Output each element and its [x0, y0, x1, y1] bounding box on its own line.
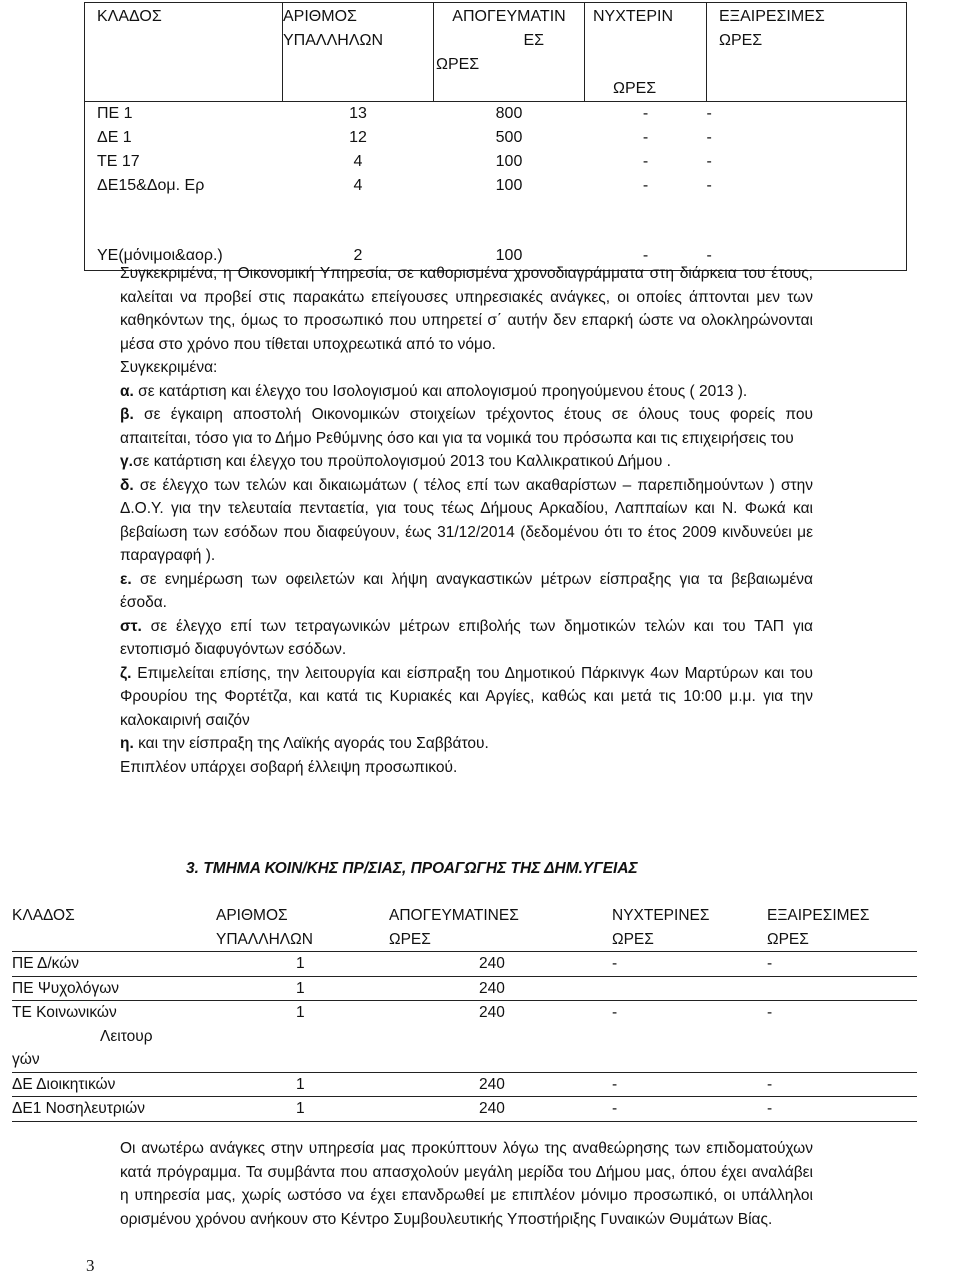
header-branch: ΚΛΑΔΟΣ	[85, 3, 283, 102]
shortage-note: Επιπλέον υπάρχει σοβαρή έλλειψη προσωπικού.	[120, 758, 458, 776]
specifically-label: Συγκεκριμένα:	[120, 359, 218, 376]
list-item: στ. σε έλεγχο επί των τετραγωνικών μέτρων επιβολής των δημοτικών τελών και του ΤΑΠ για εντοπισμό διαφυγόντων εσόδων.	[120, 617, 813, 658]
header-night-hours: ΝΥΧΤΕΡΙΝΕΣ ΩΡΕΣ	[612, 904, 767, 952]
table-row: ΠΕ Δ/κών 1 240 - -	[12, 952, 917, 977]
table-row: ΤΕ Κοινωνικών Λειτουρ γών 1 240 - -	[12, 1001, 917, 1073]
header-night-hours: ΝΥΧΤΕΡΙΝ ΩΡΕΣ	[585, 3, 707, 102]
table-row: ΠΕ 1 13 800 - -	[97, 105, 712, 122]
staff-hours-table-finance	[84, 2, 907, 271]
list-item: β. σε έγκαιρη αποστολή Οικονομικών στοιχείων τρέχοντος έτους σε όλους τους φορείς που απαιτείται, τόσο για το Δήμο Ρεθύμνης όσο και για τα νομικά του πρόσωπα και τις επιχειρήσεις του	[120, 406, 813, 447]
table-header-row	[12, 904, 917, 952]
header-employees: ΑΡΙΘΜΟΣ ΥΠΑΛΛΗΛΩΝ	[283, 3, 434, 102]
table-row: ΠΕ Ψυχολόγων 1 240	[12, 976, 917, 1001]
intro-paragraph: Συγκεκριμένα, η Οικονομική Υπηρεσία, σε καθορισμένα χρονοδιαγράμματα στη διάρκεια του έτους, καλείται να προβεί στις παρακάτω επείγουσες υπηρεσιακές ανάγκες, οι οποίες άπτονται μεν των καθηκόντων της, όμως το προσωπικό που υπηρετεί σ΄ αυτήν δεν επαρκή ώστε να ολοκληρώνονται μέσα στο χρόνο που τίθεται υποχρεωτικά από το νόμο.	[120, 265, 813, 353]
list-item: δ. σε έλεγχο των τελών και δικαιωμάτων ( τέλος επί των ακαθαρίστων – παρεπιδημούντων ) στην Δ.Ο.Υ. για την τελευταία πενταετία, για τους τέως Δήμους Αρκαδίου, Λαππαίων και Ν. Φωκά και βεβαίωση των εσόδων που διαφεύγουν, έως 31/12/2014 (δεδομένου ότι το έτος 2009 κινδυνεύει με παραγραφή ).	[120, 476, 813, 564]
list-item: ε. σε ενημέρωση των οφειλετών και λήψη αναγκαστικών μέτρων είσπραξης για τα βεβαιωμένα έσοδα.	[120, 570, 813, 611]
table-header-row	[85, 3, 907, 102]
table-row: ΔΕ1 Νοσηλευτριών 1 240 - -	[12, 1097, 917, 1122]
table-row: ΥΕ(μόνιμοι&αορ.) 2 100 - -	[97, 246, 712, 264]
list-item: η. και την είσπραξη της Λαϊκής αγοράς του Σαββάτου.	[120, 735, 489, 752]
list-item: α. σε κατάρτιση και έλεγχο του Ισολογισμού και απολογισμού προηγούμενου έτους ( 2013 ).	[120, 382, 748, 400]
header-afternoon-hours: ΑΠΟΓΕΥΜΑΤΙΝ ΕΣ ΩΡΕΣ	[434, 3, 585, 102]
closing-paragraph: Οι ανωτέρω ανάγκες στην υπηρεσία μας προκύπτουν λόγω της αναθεώρησης των επιδοματούχων κατά πρόγραμμα. Τα συμβάντα που απασχολούν μεγάλη μερίδα του Δήμου μας, όπου έχει αναλάβει η υπηρεσία μας, χωρίς ωστόσο να έχει επανδρωθεί με επιπλέον μόνιμο προσωπικό, οι υπάλληλοι ορισμένου χρόνου ανήκουν στο Κέντρο Συμβουλευτικής Υποστήριξης Γυναικών Θυμάτων Βίας.	[120, 1140, 813, 1228]
table-row: ΔΕ15&Δομ. Ερ 4 100 - -	[97, 177, 712, 194]
list-item: ζ. Επιμελείται επίσης, την λειτουργία και είσπραξη του Δημοτικού Πάρκινγκ 4ων Μαρτύρων και του Φρουρίου της Φορτέτζα, και κατά τις Κυριακές και Αργίες, καθώς και μετά τις 10:00 μ.μ. για την καλοκαιρινή σαιζόν	[120, 664, 813, 729]
table-row: ΔΕ 1 12 500 - -	[97, 129, 712, 146]
header-employees: ΑΡΙΘΜΟΣ ΥΠΑΛΛΗΛΩΝ	[216, 904, 389, 952]
section-title: 3. ΤΜΗΜΑ ΚΟΙΝ/ΚΗΣ ΠΡ/ΣΙΑΣ, ΠΡΟΑΓΩΓΗΣ ΤΗΣ ΔΗΜ.ΥΓΕΙΑΣ	[186, 860, 638, 877]
header-afternoon-hours: ΑΠΟΓΕΥΜΑΤΙΝΕΣ ΩΡΕΣ	[389, 904, 612, 952]
finance-needs-text	[120, 262, 813, 779]
table-row: ΔΕ Διοικητικών 1 240 - -	[12, 1072, 917, 1097]
list-item: γ.σε κατάρτιση και έλεγχο του προϋπολογισμού 2013 του Καλλικρατικού Δήμου .	[120, 453, 671, 470]
header-holiday-hours: ΕΞΑΙΡΕΣΙΜΕΣ ΩΡΕΣ	[767, 904, 917, 952]
table-row: ΤΕ 17 4 100 - -	[97, 153, 712, 170]
header-holiday-hours: ΕΞΑΙΡΕΣΙΜΕΣ ΩΡΕΣ	[707, 3, 907, 102]
page-number: 3	[86, 1256, 95, 1275]
header-branch: ΚΛΑΔΟΣ	[12, 904, 216, 952]
staff-hours-table-social	[12, 904, 917, 1122]
